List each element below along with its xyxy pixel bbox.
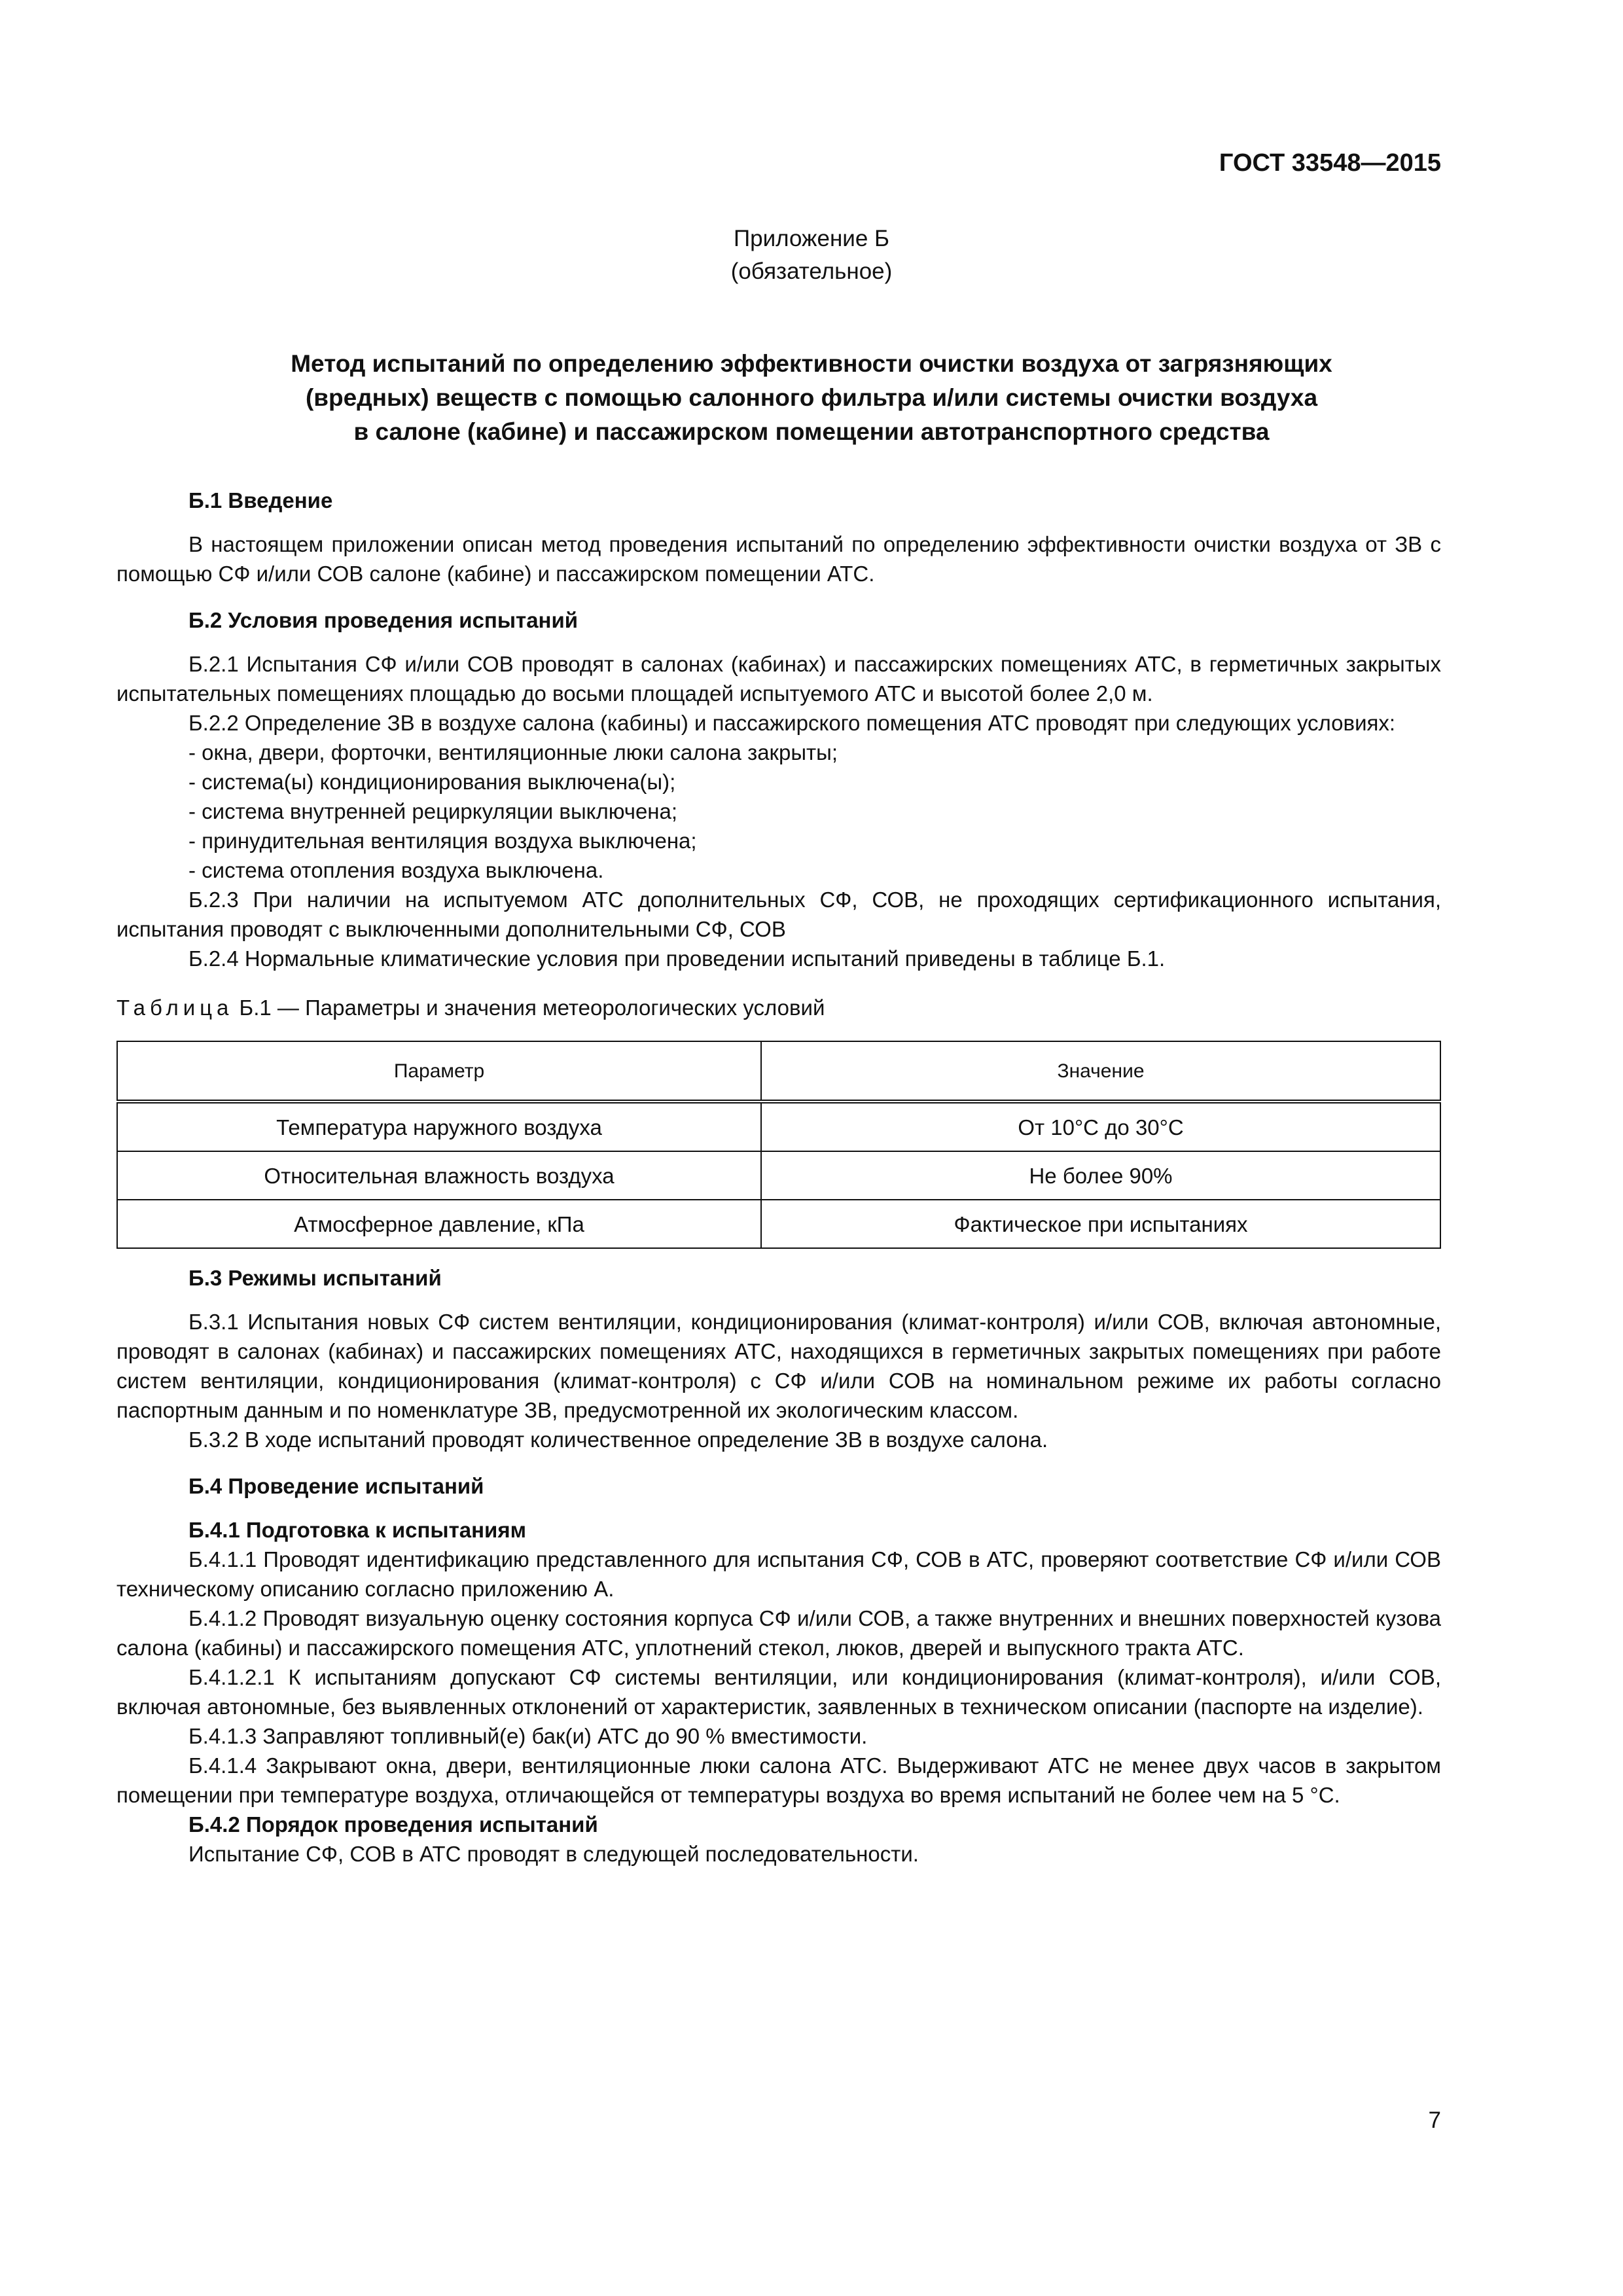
table-cell: Фактическое при испытаниях xyxy=(761,1200,1440,1248)
paragraph-b2-1: Б.2.1 Испытания СФ и/или СОВ проводят в салонах (кабинах) и пассажирских помещениях АТС, в герметичных закрытых испытательных помещениях площадью до восьми площадей испытуемого АТС и высотой более 2,0 м. xyxy=(116,652,1441,706)
paragraph-b4-1-1: Б.4.1.1 Проводят идентификацию представленного для испытания СФ, СОВ в АТС, проверяют соответствие СФ и/или СОВ техническому описанию согласно приложению А. xyxy=(116,1547,1441,1601)
table-caption xyxy=(116,993,1441,1022)
paragraph-b4-2: Испытание СФ, СОВ в АТС проводят в следующей последовательности. xyxy=(188,1842,919,1866)
parameters-table xyxy=(116,1041,1441,1249)
table-header-row xyxy=(117,1041,1440,1102)
paragraph-b3-1: Б.3.1 Испытания новых СФ систем вентиляции, кондиционирования (климат-контроля) и/или СОВ, включая автономные, проводят в салонах (кабинах) и пассажирских помещениях АТС, находящихся в герметичных закрытых помещениях при работе систем вентиляции, кондиционирования (климат-контроля) с СФ и/или СОВ на номинальном режиме их работы согласно паспортным данным и по номенклатуре ЗВ, предусмотренной их экологическим классом. xyxy=(116,1310,1441,1422)
title-line: Метод испытаний по определению эффективности очистки воздуха от загрязняющих xyxy=(291,350,1332,377)
title-line: (вредных) веществ с помощью салонного фильтра и/или системы очистки воздуха xyxy=(305,384,1318,411)
table-row xyxy=(117,1102,1440,1151)
table-cell: Не более 90% xyxy=(761,1151,1440,1200)
list-item: - окна, двери, форточки, вентиляционные люки салона закрыты; xyxy=(188,740,838,764)
list-item: - система отопления воздуха выключена. xyxy=(188,858,604,882)
appendix-status: (обязательное) xyxy=(730,259,893,284)
paragraph-b2-3: Б.2.3 При наличии на испытуемом АТС дополнительных СФ, СОВ, не проходящих сертификационного испытания, испытания проводят с выключенными дополнительными СФ, СОВ xyxy=(116,888,1441,941)
list-item: - система внутренней рециркуляции выключена; xyxy=(188,799,678,823)
section-heading-b4: Б.4 Проведение испытаний xyxy=(188,1474,484,1498)
table-header-cell: Параметр xyxy=(117,1041,761,1102)
section-heading-b3: Б.3 Режимы испытаний xyxy=(188,1266,442,1290)
title-line: в салоне (кабине) и пассажирском помещении автотранспортного средства xyxy=(353,418,1270,445)
table-cell: От 10°С до 30°С xyxy=(761,1102,1440,1151)
table-header-cell: Значение xyxy=(761,1041,1440,1102)
document-title xyxy=(0,347,1623,449)
paragraph-b4-1-3: Б.4.1.3 Заправляют топливный(е) бак(и) АТС до 90 % вместимости. xyxy=(188,1724,868,1748)
paragraph-b2-2: Б.2.2 Определение ЗВ в воздухе салона (кабины) и пассажирского помещения АТС проводят при следующих условиях: xyxy=(188,711,1396,735)
table-cell: Атмосферное давление, кПа xyxy=(117,1200,761,1248)
table-caption-prefix: Таблица xyxy=(116,996,234,1020)
page-number: 7 xyxy=(1428,2108,1441,2133)
table-cell: Относительная влажность воздуха xyxy=(117,1151,761,1200)
section-heading-b1: Б.1 Введение xyxy=(188,488,333,512)
table-row xyxy=(117,1200,1440,1248)
standard-code: ГОСТ 33548—2015 xyxy=(1219,149,1441,177)
paragraph-b3-2: Б.3.2 В ходе испытаний проводят количественное определение ЗВ в воздухе салона. xyxy=(188,1427,1048,1452)
subsection-heading-b4-1: Б.4.1 Подготовка к испытаниям xyxy=(188,1518,527,1542)
table-row xyxy=(117,1151,1440,1200)
paragraph-b4-1-2-1: Б.4.1.2.1 К испытаниям допускают СФ системы вентиляции, или кондиционирования (климат-контроля), и/или СОВ, включая автономные, без выявленных отклонений от характеристик, заявленных в техническом описании (паспорте на изделие). xyxy=(116,1665,1441,1719)
list-item: - принудительная вентиляция воздуха выключена; xyxy=(188,829,697,853)
table-cell: Температура наружного воздуха xyxy=(117,1102,761,1151)
subsection-heading-b4-2: Б.4.2 Порядок проведения испытаний xyxy=(188,1812,598,1837)
document-body xyxy=(116,486,1441,1869)
paragraph-b4-1-2: Б.4.1.2 Проводят визуальную оценку состояния корпуса СФ и/или СОВ, а также внутренних и внешних поверхностей кузова салона (кабины) и пассажирского помещения АТС, уплотнений стекол, люков, дверей и выпускного тракта АТС. xyxy=(116,1606,1441,1660)
paragraph-b4-1-4: Б.4.1.4 Закрывают окна, двери, вентиляционные люки салона АТС. Выдерживают АТС не менее двух часов в закрытом помещении при температуре воздуха, отличающейся от температуры воздуха во время испытаний не более чем на 5 °С. xyxy=(116,1753,1441,1807)
paragraph-b1: В настоящем приложении описан метод проведения испытаний по определению эффективности очистки воздуха от ЗВ с помощью СФ и/или СОВ салоне (кабине) и пассажирском помещении АТС. xyxy=(116,532,1441,586)
paragraph-b2-4: Б.2.4 Нормальные климатические условия при проведении испытаний приведены в таблице Б.1. xyxy=(188,946,1166,971)
appendix-title: Приложение Б xyxy=(734,226,889,251)
section-heading-b2: Б.2 Условия проведения испытаний xyxy=(188,608,579,632)
list-item: - система(ы) кондиционирования выключена(ы); xyxy=(188,770,676,794)
table-caption-text: Б.1 — Параметры и значения метеорологических условий xyxy=(233,996,825,1020)
